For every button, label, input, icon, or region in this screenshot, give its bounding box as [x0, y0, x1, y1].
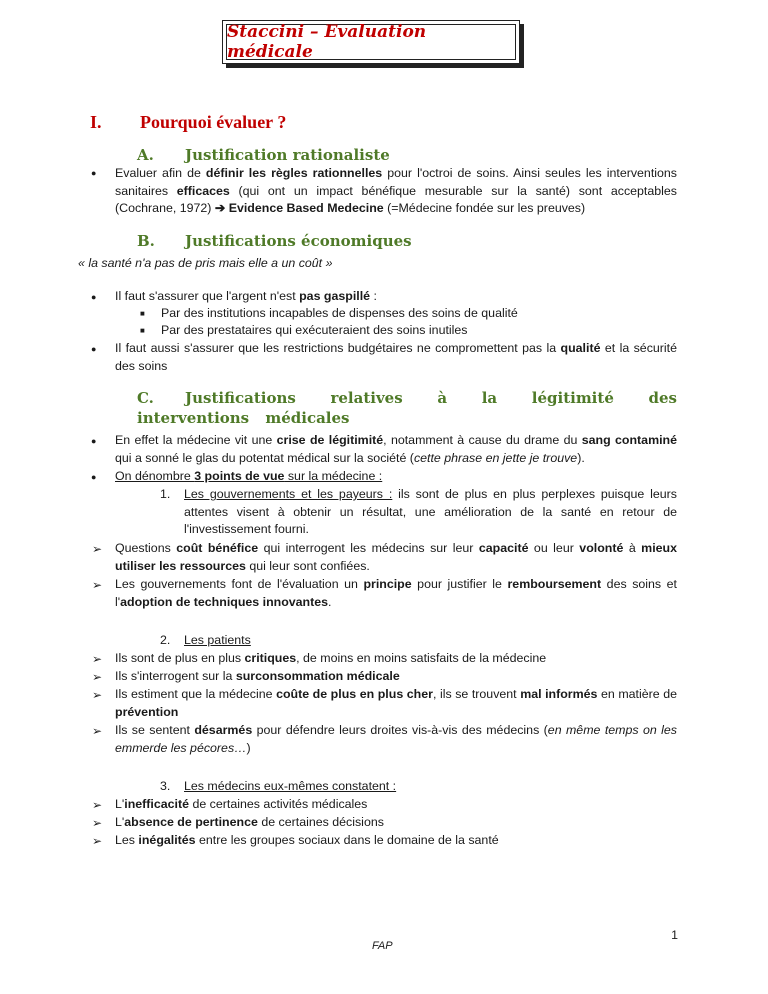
section-heading	[90, 112, 286, 133]
page-number: 1	[671, 928, 678, 942]
bold-text: inégalités	[138, 833, 196, 847]
bold-text: volonté	[579, 541, 624, 555]
header-box	[222, 20, 520, 64]
section-number: I.	[90, 112, 102, 132]
paragraph	[184, 486, 677, 539]
arrow-bullet-icon: ➢	[92, 816, 103, 830]
paragraph	[115, 288, 677, 306]
bold-text: principe	[363, 577, 412, 591]
text: On dénombre	[115, 469, 195, 483]
arrow-icon: ➔	[214, 201, 226, 216]
square-bullet-icon: ■	[140, 326, 145, 335]
paragraph	[115, 340, 677, 375]
text: en matière de	[597, 687, 677, 701]
text: et la sécurité des soins	[115, 341, 677, 373]
arrow-bullet-icon: ➢	[92, 688, 103, 702]
text: , ils se trouvent	[432, 687, 521, 701]
bold-text: surconsommation médicale	[235, 669, 400, 683]
text: )	[246, 740, 251, 755]
text: pour défendre leurs droites vis-à-vis des médecins (	[252, 723, 548, 737]
bold-text: capacité	[478, 541, 529, 555]
text: En effet la médecine vit une	[115, 433, 277, 447]
sub-item: Par des prestataires qui exécuteraient des soins inutiles	[161, 323, 468, 337]
paragraph	[115, 686, 677, 721]
text: Les gouvernements et les payeurs :	[184, 487, 393, 501]
section-title: Pourquoi évaluer ?	[140, 112, 287, 132]
arrow-bullet-icon: ➢	[92, 578, 103, 592]
bold-text: désarmés	[194, 723, 253, 737]
bullet-icon: ●	[91, 292, 97, 302]
bold-text: mieux utiliser les ressources	[115, 541, 677, 573]
paragraph	[115, 165, 677, 218]
subsection-heading-c	[137, 388, 677, 428]
footer-label: FAP	[372, 940, 393, 952]
quote: « la santé n'a pas de pris mais elle a un coût »	[78, 256, 333, 270]
text: de certaines décisions	[257, 815, 384, 829]
text: des soins et l'	[115, 577, 677, 609]
text: Les médecins eux-mêmes constatent :	[184, 779, 397, 793]
text: (qui ont un impact bénéfique mesurable sur la santé) sont acceptables (Cochrane, 1972)	[115, 183, 677, 216]
text: pour l'octroi de soins. Ainsi seules les interventions sanitaires	[115, 166, 677, 198]
subsection-number: A.	[137, 146, 154, 164]
bold-text: remboursement	[507, 577, 602, 591]
text: sur la médecine :	[284, 469, 383, 483]
text: Il faut s'assurer que l'argent n'est	[115, 289, 300, 303]
subsection-title: Justifications économiques	[185, 232, 412, 250]
arrow-bullet-icon: ➢	[92, 834, 103, 848]
bold-text: critiques	[244, 651, 297, 665]
document-title: Staccini – Evaluation médicale	[227, 22, 427, 62]
text: qui leur sont confiées.	[245, 558, 370, 573]
subsection-number: C.	[137, 389, 154, 407]
text: de certaines activités médicales	[189, 797, 368, 811]
bold-text: qualité	[560, 341, 601, 355]
arrow-bullet-icon: ➢	[92, 798, 103, 812]
bold-text: coûte de plus en plus cher	[276, 687, 433, 701]
paragraph	[115, 796, 677, 814]
bold-text: prévention	[115, 704, 179, 719]
text: qui a sonné le glas du potentat médical sur la société (	[115, 450, 414, 465]
bold-text: crise de légitimité	[276, 433, 384, 447]
bold-text: pas gaspillé	[299, 289, 371, 303]
subsection-title: Justifications relatives à la légitimité des interventions médicales	[137, 389, 677, 427]
paragraph	[115, 650, 677, 668]
list-number: 2.	[160, 633, 171, 647]
subsection-heading-b	[137, 232, 412, 250]
text: .	[328, 594, 332, 609]
text: , de moins en moins satisfaits de la médecine	[296, 651, 547, 665]
bold-text: Evidence Based Medecine	[225, 201, 384, 216]
text: (=Médecine fondée sur les preuves)	[383, 201, 586, 216]
text: Evaluer afin de	[115, 166, 206, 180]
bullet-icon: ●	[91, 436, 97, 446]
text: qui interrogent les médecins sur leur	[258, 541, 479, 555]
sub-item: Par des institutions incapables de dispenses des soins de qualité	[161, 306, 518, 320]
paragraph	[115, 668, 677, 686]
paragraph	[115, 468, 677, 486]
italic-text: cette phrase en jette je trouve	[413, 450, 578, 465]
subsection-heading-a	[137, 146, 390, 164]
text: Il faut aussi s'assurer que les restrictions budgétaires ne compromettent pas la	[115, 341, 561, 355]
text: entre les groupes sociaux dans le domaine de la santé	[195, 833, 499, 847]
bold-text: coût bénéfice	[176, 541, 259, 555]
text: :	[370, 289, 377, 303]
bold-text: 3 points de vue	[194, 469, 285, 483]
text: L'	[115, 797, 125, 811]
text: Les patients	[184, 633, 251, 647]
paragraph	[115, 814, 677, 832]
text: Les	[115, 833, 139, 847]
arrow-bullet-icon: ➢	[92, 542, 103, 556]
text: Questions	[115, 541, 177, 555]
paragraph	[115, 722, 677, 757]
text: Ils sont de plus en plus	[115, 651, 245, 665]
list-number: 3.	[160, 779, 171, 793]
text: , notamment à cause du drame du	[383, 433, 582, 447]
text: Ils estiment que la médecine	[115, 687, 277, 701]
paragraph	[115, 540, 677, 575]
text: ou leur	[528, 541, 580, 555]
bullet-icon: ●	[91, 168, 97, 178]
bold-text: efficaces	[176, 183, 230, 198]
paragraph	[115, 832, 677, 850]
square-bullet-icon: ■	[140, 309, 145, 318]
text: Ils s'interrogent sur la	[115, 669, 236, 683]
text: L'	[115, 815, 125, 829]
bold-text: inefficacité	[124, 797, 189, 811]
text: Ils se sentent	[115, 723, 195, 737]
bold-text: définir les règles rationnelles	[205, 166, 383, 180]
bold-text: absence de pertinence	[124, 815, 258, 829]
subsection-title: Justification rationaliste	[185, 146, 390, 164]
arrow-bullet-icon: ➢	[92, 670, 103, 684]
bold-text: sang contaminé	[581, 433, 677, 447]
text: ).	[577, 450, 585, 465]
text: pour justifier le	[411, 577, 508, 591]
list-title	[184, 632, 677, 650]
bold-text: adoption de techniques innovantes	[120, 594, 329, 609]
bold-text: mal informés	[520, 687, 598, 701]
bullet-icon: ●	[91, 472, 97, 482]
arrow-bullet-icon: ➢	[92, 652, 103, 666]
italic-text: en même temps on les emmerde les pécores…	[115, 723, 677, 755]
text: ils sont de plus en plus perplexes puisque leurs attentes visent à obtenir un résultat, une amélioration de la santé en retour de l'investissement fourni.	[184, 487, 677, 537]
subsection-number: B.	[137, 232, 155, 250]
text: Les gouvernements font de l'évaluation un	[115, 577, 364, 591]
paragraph	[115, 576, 677, 611]
list-title	[184, 778, 677, 796]
arrow-bullet-icon: ➢	[92, 724, 103, 738]
paragraph	[115, 432, 677, 467]
header-inner	[226, 24, 516, 60]
list-number: 1.	[160, 487, 171, 501]
bullet-icon: ●	[91, 344, 97, 354]
text: à	[623, 541, 642, 555]
